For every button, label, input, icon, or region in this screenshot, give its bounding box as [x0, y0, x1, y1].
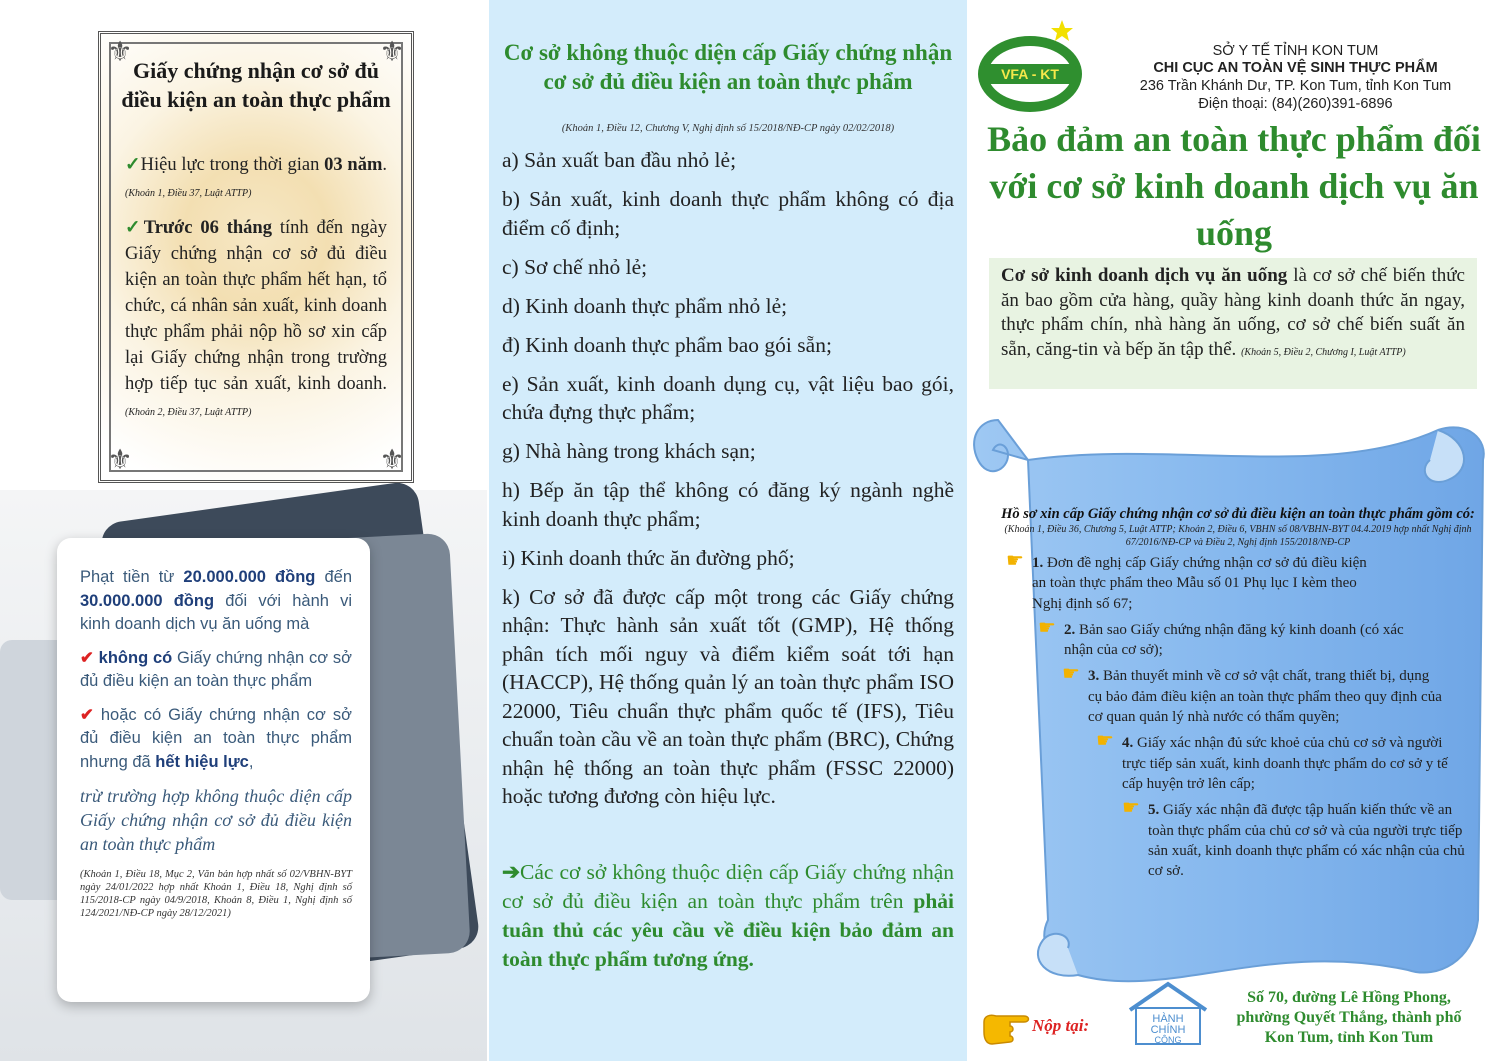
item-text: Đơn đề nghị cấp Giấy chứng nhận cơ sở đủ điều kiện an toàn thực phẩm theo Mẫu số 01 Phụ lục I kèm theo Nghị định số 67; [1032, 555, 1367, 612]
logo-text: VFA - KT [1001, 66, 1059, 82]
case2-bold: hết hiệu lực [155, 752, 249, 771]
validity-duration: 03 năm [324, 155, 383, 175]
renewal-paragraph [125, 215, 387, 426]
case2-text: hoặc có Giấy chứng nhận cơ sở đủ điều kiện an toàn thực phẩm nhưng đã [80, 705, 352, 771]
exempt-list [502, 146, 954, 821]
definition-text: là cơ sở chế biến thức ăn bao gồm cửa hàng, quầy hàng kinh doanh thức ăn ngay, thực phẩm chín, nhà hàng ăn uống, cơ sở chế biến suất ăn sẵn, căng-tin và bếp ăn tập thể. [1001, 265, 1465, 360]
validity-text: Hiệu lực trong thời gian [140, 155, 325, 175]
fine-amount-to: 30.000.000 đồng [80, 591, 215, 610]
renewal-deadline: Trước 06 tháng [143, 218, 272, 238]
case2-post: , [248, 752, 254, 771]
fine-citation: (Khoản 1, Điều 18, Mục 2, Văn bản hợp nhất số 02/VBHN-BYT ngày 24/01/2022 hợp nhất Khoản 1, Điều 18, Nghị định số 115/2018-CP ngày 04/9/2018, Khoản 8, Điều 1, Nghị định số 124/2021/NĐ-CP ngày 28/12/2021) [80, 869, 352, 919]
public-administration-logo [1120, 980, 1216, 1048]
exempt-title: Cơ sở không thuộc diện cấp Giấy chứng nhận cơ sở đủ điều kiện an toàn thực phẩm [503, 40, 953, 94]
dossier-citation: (Khoản 1, Điều 36, Chương 5, Luật ATTP; Khoản 2, Điều 6, VBHN số 08/VBHN-BYT 04.4.2019 hợp nhất Nghị định 67/2016/NĐ-CP và Điều 2, Nghị định 155/2018/NĐ-CP [1004, 524, 1472, 548]
submit-label: Nộp tại: [1032, 1016, 1090, 1035]
fine-intro [80, 566, 352, 637]
item-number: 3. [1088, 668, 1100, 685]
org-phone: Điện thoại: (84)(260)391-6896 [1198, 96, 1393, 112]
definition-term: Cơ sở kinh doanh dịch vụ ăn uống [1001, 265, 1288, 286]
red-check-icon: ✔ [80, 648, 94, 667]
dossier-title: Hồ sơ xin cấp Giấy chứng nhận cơ sở đủ điều kiện an toàn thực phẩm gồm có: [1001, 506, 1475, 522]
item-text: Giấy xác nhận đủ sức khoẻ của chủ cơ sở và người trực tiếp sản xuất, kinh doanh thực phẩm do cơ sở y tế cấp huyện trở lên cấp; [1122, 735, 1448, 792]
list-item: a) Sản xuất ban đầu nhỏ lẻ; [502, 148, 737, 172]
item-number: 2. [1064, 621, 1076, 638]
check-icon: ✓ [125, 155, 141, 175]
fine-pre: Phạt tiền từ [80, 568, 184, 586]
check-icon: ✓ [125, 218, 144, 238]
ornament-icon: ⚜ [379, 445, 405, 476]
pointing-hand-icon: ☛ [1038, 616, 1056, 639]
list-item: h) Bếp ăn tập thể không có đăng ký ngành nghề kinh doanh thực phẩm; [502, 478, 954, 531]
case1-bold: không có [98, 648, 173, 667]
pointing-hand-icon: ☛ [1062, 663, 1080, 686]
list-item: k) Cơ sở đã được cấp một trong các Giấy chứng nhận: Thực hành sản xuất tốt (GMP), Hệ thống phân tích mối nguy và điểm kiểm soát tới hạn (HACCP), Hệ thống quản lý an toàn thực phẩm ISO 22000, Tiêu chuẩn thực phẩm quốc tế (IFS), Tiêu chuẩn toàn cầu về an toàn thực phẩm (BRC), Chứng nhận hệ thống an toàn thực phẩm (FSSC 22000) hoặc tương đương còn hiệu lực. [502, 584, 954, 808]
certificate-title: Giấy chứng nhận cơ sở đủ điều kiện an toàn thực phẩm [121, 58, 391, 112]
red-check-icon: ✔ [80, 705, 94, 724]
pointing-hand-icon: ☛ [1006, 550, 1024, 572]
brochure-title: Bảo đảm an toàn thực phẩm đối với cơ sở kinh doanh dịch vụ ăn uống [987, 119, 1481, 253]
list-item: i) Kinh doanh thức ăn đường phố; [502, 545, 795, 570]
exempt-citation: (Khoản 1, Điều 12, Chương V, Nghị định số 15/2018/NĐ-CP ngày 02/02/2018) [561, 123, 895, 134]
certificate-body [125, 152, 387, 426]
definition-citation: (Khoản 5, Điều 2, Chương I, Luật ATTP) [1241, 346, 1406, 358]
dossier-block [998, 505, 1478, 887]
list-item [1096, 730, 1466, 794]
item-number: 5. [1148, 802, 1160, 819]
right-panel [968, 0, 1500, 1061]
renewal-citation: (Khoản 2, Điều 37, Luật ATTP) [125, 407, 252, 418]
submission-address: Số 70, đường Lê Hồng Phong, phường Quyết Thắng, thành phố Kon Tum, tỉnh Kon Tum [1236, 989, 1462, 1046]
ornament-icon: ⚜ [107, 445, 133, 476]
list-item: b) Sản xuất, kinh doanh thực phẩm không có địa điểm cố định; [502, 187, 954, 240]
certificate-frame [98, 31, 414, 483]
definition-box [989, 258, 1477, 389]
fine-case-1 [80, 647, 352, 694]
conclusion-text: Các cơ sở không thuộc diện cấp Giấy chứng nhận cơ sở đủ điều kiện an toàn thực phẩm trên [502, 860, 954, 913]
validity-citation: (Khoản 1, Điều 37, Luật ATTP) [125, 188, 252, 199]
list-item [1062, 663, 1442, 727]
organization-header [1098, 43, 1493, 113]
fine-exception: trừ trường hợp không thuộc diện cấp Giấy chứng nhận cơ sở đủ điều kiện an toàn thực phẩm [80, 786, 352, 854]
ornament-icon: ⚜ [107, 37, 133, 68]
left-panel [0, 0, 487, 1061]
list-item [1006, 550, 1380, 614]
fine-mid: đến [315, 568, 352, 586]
fine-post: đối với hành vi kinh doanh dịch vụ ăn uống mà [80, 591, 352, 633]
list-item: đ) Kinh doanh thực phẩm bao gói sẵn; [502, 332, 832, 357]
item-text: Bản thuyết minh về cơ sở vật chất, trang thiết bị, dụng cụ bảo đảm điều kiện an toàn thực phẩm theo quy định của cơ quan quản lý nhà nước có thẩm quyền; [1088, 668, 1442, 726]
fine-case-2 [80, 704, 352, 775]
item-number: 4. [1122, 735, 1134, 752]
hcc-line-2: CHÍNH [1150, 1024, 1186, 1036]
item-text: Bản sao Giấy chứng nhận đăng ký kinh doanh (có xác nhận của cơ sở); [1064, 621, 1404, 659]
validity-paragraph [125, 152, 387, 207]
org-address: 236 Trần Khánh Dư, TP. Kon Tum, tỉnh Kon Tum [1139, 78, 1452, 94]
list-item: e) Sản xuất, kinh doanh dụng cụ, vật liệu bao gói, chứa đựng thực phẩm; [502, 371, 954, 424]
pointing-hand-icon: ☛ [1096, 730, 1114, 753]
item-number: 1. [1032, 555, 1044, 571]
conclusion-bold: phải tuân thủ các yêu cầu về điều kiện bảo đảm an toàn thực phẩm tương ứng. [502, 889, 954, 971]
fine-amount-from: 20.000.000 đồng [183, 568, 316, 586]
hcc-line-1: HÀNH [1152, 1013, 1184, 1025]
pointing-hand-icon [980, 1004, 1036, 1050]
fine-text-block [80, 566, 352, 930]
middle-panel [489, 0, 967, 1061]
list-item: c) Sơ chế nhỏ lẻ; [502, 254, 648, 279]
exempt-conclusion [502, 858, 954, 974]
org-department: SỞ Y TẾ TỈNH KON TUM [1212, 43, 1379, 59]
hcc-line-3: CÔNG [1154, 1035, 1182, 1045]
renewal-text: tính đến ngày Giấy chứng nhận cơ sở đủ điều kiện an toàn thực phẩm hết hạn, tổ chức, cá nhân sản xuất, kinh doanh thực phẩm phải nộp hồ sơ xin cấp lại Giấy chứng nhận trong trường hợp tiếp tục sản xuất, kinh doanh. [125, 218, 387, 394]
validity-punct: . [382, 155, 387, 175]
arrow-right-icon: ➔ [502, 860, 521, 884]
list-item [1122, 797, 1478, 881]
case1-text: Giấy chứng nhận cơ sở đủ điều kiện an toàn thực phẩm [80, 648, 352, 690]
ornament-icon: ⚜ [379, 37, 405, 68]
list-item [1038, 616, 1410, 661]
pointing-hand-icon: ☛ [1122, 797, 1140, 820]
list-item: d) Kinh doanh thực phẩm nhỏ lẻ; [502, 293, 788, 318]
org-name: CHI CỤC AN TOÀN VỆ SINH THỰC PHẨM [1153, 60, 1438, 76]
item-text: Giấy xác nhận đã được tập huấn kiến thức về an toàn thực phẩm của chủ cơ sở và của người trực tiếp sản xuất, kinh doanh thực phẩm có xác nhận của chủ cơ sở. [1148, 802, 1465, 880]
vfa-kt-logo [974, 14, 1092, 114]
list-item: g) Nhà hàng trong khách sạn; [502, 439, 756, 463]
